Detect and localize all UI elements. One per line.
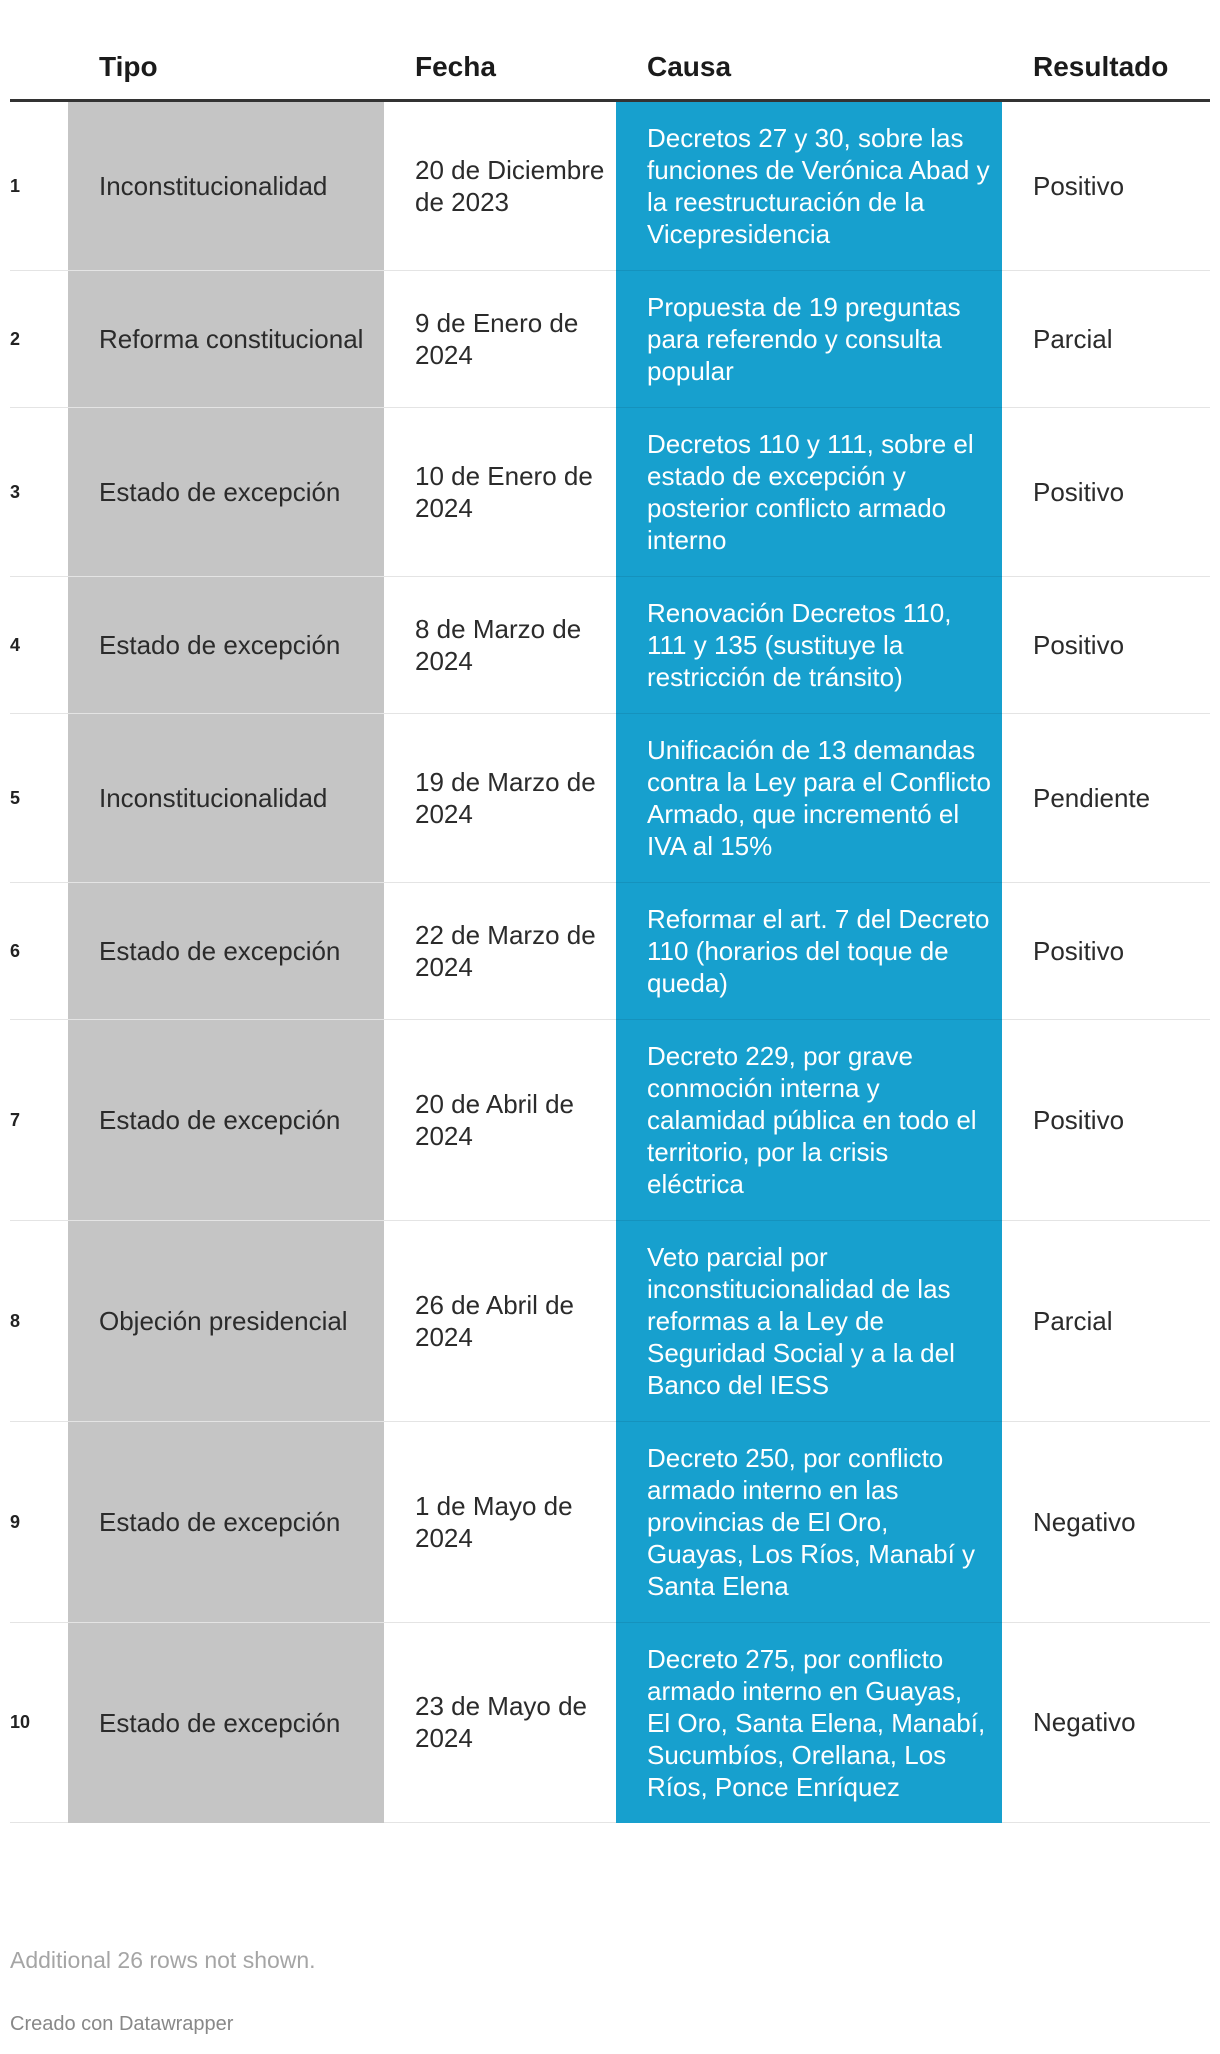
cell-causa: Propuesta de 19 preguntas para referendo y consulta popular	[616, 270, 1002, 407]
header-tipo[interactable]: Tipo	[68, 0, 384, 100]
cell-fecha: 20 de Diciembre de 2023	[384, 100, 616, 270]
cell-causa: Decreto 250, por conflicto armado interno en las provincias de El Oro, Guayas, Los Ríos, Manabí y Santa Elena	[616, 1421, 1002, 1622]
table-row	[10, 1220, 1210, 1421]
row-number: 5	[10, 713, 68, 882]
cell-causa: Decretos 27 y 30, sobre las funciones de Verónica Abad y la reestructuración de la Vicepresidencia	[616, 100, 1002, 270]
cell-tipo: Estado de excepción	[68, 576, 384, 713]
row-number: 1	[10, 100, 68, 270]
table-row	[10, 882, 1210, 1019]
table-header	[10, 0, 1210, 100]
cell-fecha: 9 de Enero de 2024	[384, 270, 616, 407]
header-row	[10, 0, 1210, 100]
cell-fecha: 8 de Marzo de 2024	[384, 576, 616, 713]
table-container	[10, 0, 1210, 1823]
header-resultado[interactable]: Resultado	[1002, 0, 1210, 100]
cell-causa: Decreto 229, por grave conmoción interna y calamidad pública en todo el territorio, por la crisis eléctrica	[616, 1019, 1002, 1220]
cell-resultado: Pendiente	[1002, 713, 1210, 882]
cell-tipo: Estado de excepción	[68, 1421, 384, 1622]
cell-tipo: Estado de excepción	[68, 882, 384, 1019]
cell-causa: Renovación Decretos 110, 111 y 135 (sustituye la restricción de tránsito)	[616, 576, 1002, 713]
cell-fecha: 26 de Abril de 2024	[384, 1220, 616, 1421]
cell-causa: Decretos 110 y 111, sobre el estado de excepción y posterior conflicto armado interno	[616, 407, 1002, 576]
cell-resultado: Positivo	[1002, 100, 1210, 270]
table-row	[10, 100, 1210, 270]
cell-resultado: Positivo	[1002, 576, 1210, 713]
data-table	[10, 0, 1210, 1823]
cell-fecha: 20 de Abril de 2024	[384, 1019, 616, 1220]
cell-causa: Decreto 275, por conflicto armado interno en Guayas, El Oro, Santa Elena, Manabí, Sucumbíos, Orellana, Los Ríos, Ponce Enríquez	[616, 1622, 1002, 1823]
cell-tipo: Estado de excepción	[68, 1019, 384, 1220]
more-rows-note: Additional 26 rows not shown.	[10, 1947, 316, 1973]
table-row	[10, 270, 1210, 407]
cell-resultado: Negativo	[1002, 1622, 1210, 1823]
row-number: 9	[10, 1421, 68, 1622]
cell-fecha: 1 de Mayo de 2024	[384, 1421, 616, 1622]
table-row	[10, 1421, 1210, 1622]
row-number: 2	[10, 270, 68, 407]
row-number: 3	[10, 407, 68, 576]
cell-resultado: Parcial	[1002, 1220, 1210, 1421]
table-row	[10, 1622, 1210, 1823]
cell-resultado: Positivo	[1002, 882, 1210, 1019]
row-number: 6	[10, 882, 68, 1019]
header-fecha[interactable]: Fecha	[384, 0, 616, 100]
row-number: 8	[10, 1220, 68, 1421]
cell-resultado: Positivo	[1002, 407, 1210, 576]
cell-tipo: Inconstitucionalidad	[68, 713, 384, 882]
cell-tipo: Inconstitucionalidad	[68, 100, 384, 270]
header-num	[10, 0, 68, 100]
cell-resultado: Parcial	[1002, 270, 1210, 407]
cell-resultado: Negativo	[1002, 1421, 1210, 1622]
row-number: 4	[10, 576, 68, 713]
cell-resultado: Positivo	[1002, 1019, 1210, 1220]
credit-link[interactable]: Creado con Datawrapper	[10, 2013, 234, 2035]
cell-causa: Unificación de 13 demandas contra la Ley para el Conflicto Armado, que incrementó el IVA al 15%	[616, 713, 1002, 882]
cell-fecha: 22 de Marzo de 2024	[384, 882, 616, 1019]
cell-fecha: 10 de Enero de 2024	[384, 407, 616, 576]
row-number: 10	[10, 1622, 68, 1823]
cell-causa: Reformar el art. 7 del Decreto 110 (horarios del toque de queda)	[616, 882, 1002, 1019]
cell-tipo: Reforma constitucional	[68, 270, 384, 407]
cell-fecha: 23 de Mayo de 2024	[384, 1622, 616, 1823]
cell-tipo: Objeción presidencial	[68, 1220, 384, 1421]
table-body	[10, 100, 1210, 1823]
cell-tipo: Estado de excepción	[68, 1622, 384, 1823]
header-causa[interactable]: Causa	[616, 0, 1002, 100]
cell-tipo: Estado de excepción	[68, 407, 384, 576]
table-row	[10, 1019, 1210, 1220]
table-row	[10, 713, 1210, 882]
table-row	[10, 407, 1210, 576]
cell-fecha: 19 de Marzo de 2024	[384, 713, 616, 882]
row-number: 7	[10, 1019, 68, 1220]
table-row	[10, 576, 1210, 713]
cell-causa: Veto parcial por inconstitucionalidad de las reformas a la Ley de Seguridad Social y a la del Banco del IESS	[616, 1220, 1002, 1421]
